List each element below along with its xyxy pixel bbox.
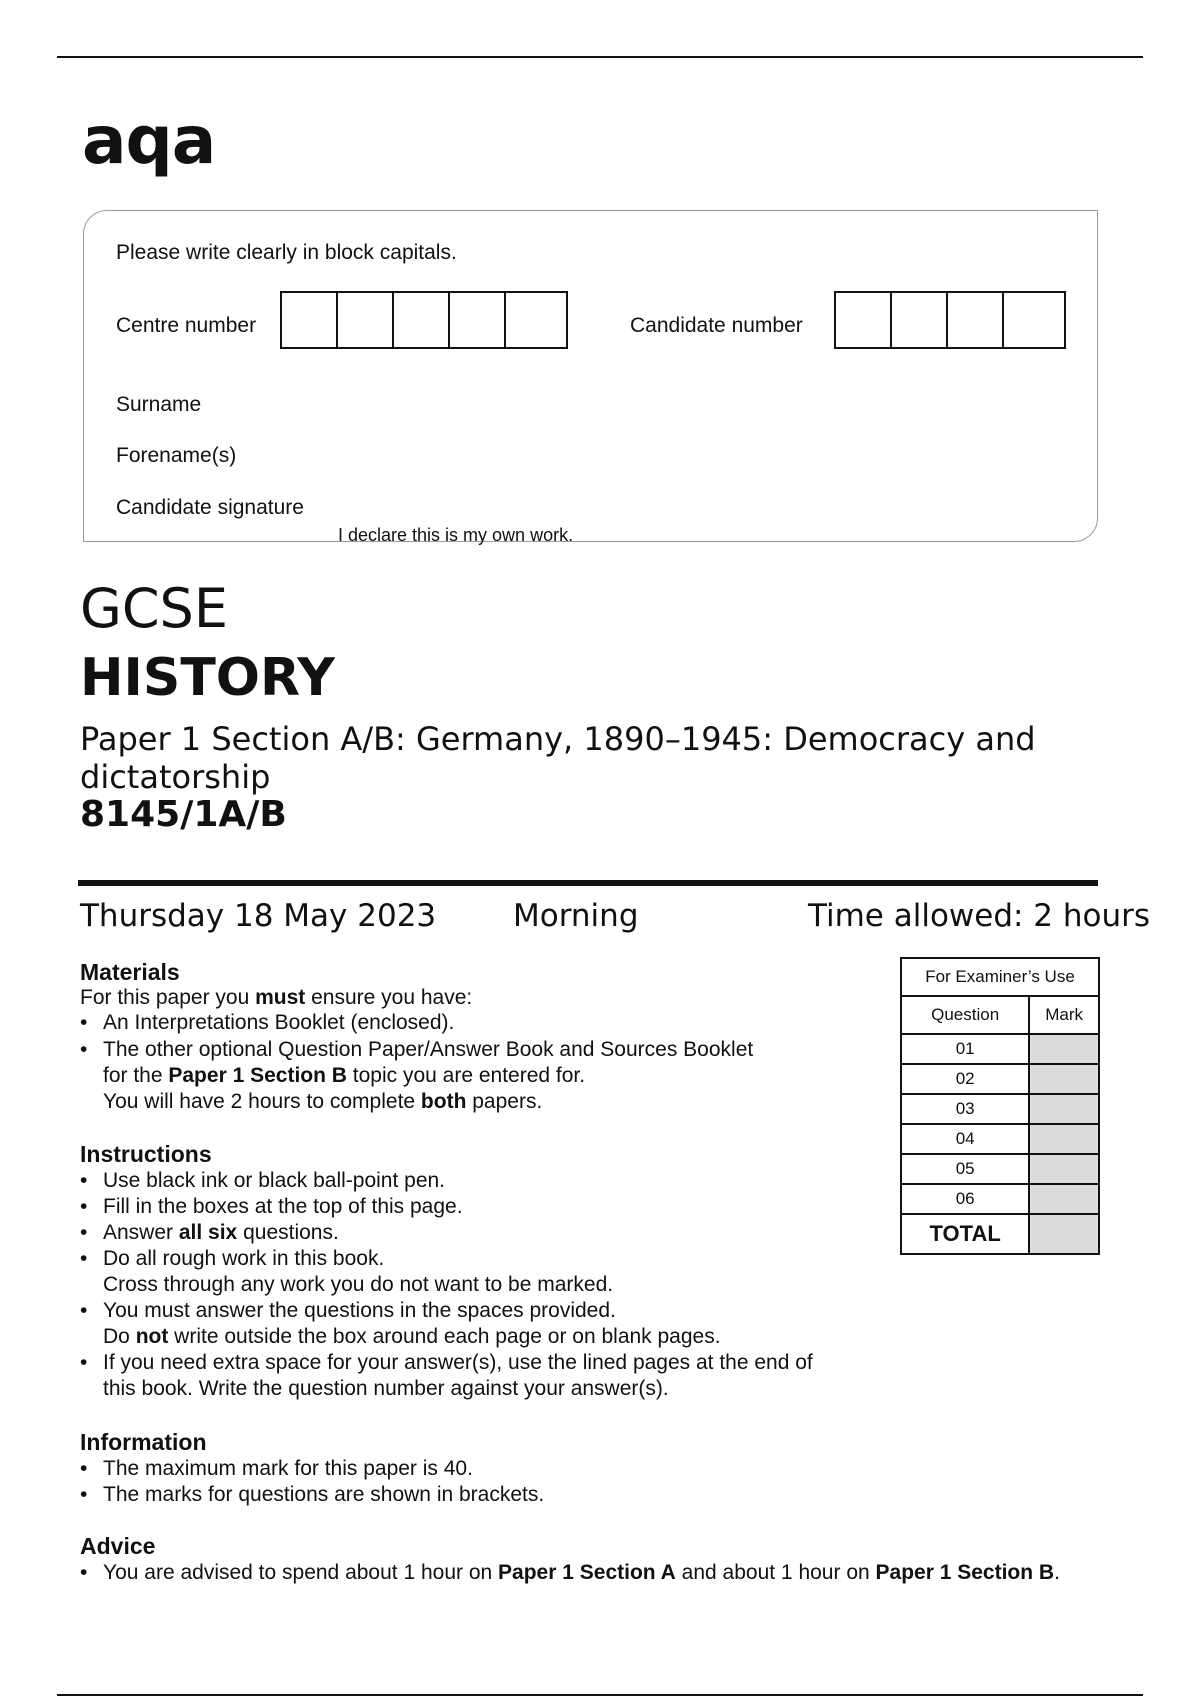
signature-label: Candidate signature [116, 496, 304, 519]
title-divider [78, 880, 1098, 886]
exam-date: Thursday 18 May 2023 [80, 898, 437, 934]
forenames-label: Forename(s) [116, 444, 237, 467]
list-item: • You must answer the questions in the spaces provided. Do not write outside the box around each page or on blank pages. [80, 1298, 813, 1350]
list-item: • Do all rough work in this book. Cross through any work you do not want to be marked. [80, 1246, 813, 1298]
mark-cell [1029, 1154, 1099, 1184]
list-item: • The other optional Question Paper/Answer Book and Sources Booklet for the Paper 1 Section B topic you are entered for. You will have 2 hours to complete both papers. [80, 1037, 753, 1115]
table-row [901, 1184, 1099, 1214]
total-label: TOTAL [901, 1214, 1029, 1254]
question-number: 06 [901, 1184, 1029, 1214]
mark-cell [1029, 1124, 1099, 1154]
question-number: 01 [901, 1034, 1029, 1064]
centre-number-boxes[interactable] [280, 291, 568, 349]
table-row [901, 1154, 1099, 1184]
materials-list [80, 1010, 753, 1115]
list-item: • The marks for questions are shown in brackets. [80, 1482, 544, 1508]
paper-code: 8145/1A/B [80, 794, 287, 835]
bottom-rule [57, 1694, 1143, 1696]
materials-intro: For this paper you must ensure you have: [80, 986, 473, 1009]
table-row [901, 1034, 1099, 1064]
question-number: 04 [901, 1124, 1029, 1154]
question-number: 05 [901, 1154, 1029, 1184]
list-item: • An Interpretations Booklet (enclosed). [80, 1010, 753, 1036]
list-item: • The maximum mark for this paper is 40. [80, 1456, 544, 1482]
mark-cell [1029, 1034, 1099, 1064]
top-rule [57, 56, 1143, 58]
surname-label: Surname [116, 393, 202, 416]
table-row [901, 1124, 1099, 1154]
candidate-number-digit[interactable] [1004, 293, 1060, 347]
candidate-number-digit[interactable] [948, 293, 1004, 347]
materials-heading: Materials [80, 959, 180, 985]
total-row [901, 1214, 1099, 1254]
question-column-header: Question [901, 996, 1029, 1034]
block-capitals-instruction: Please write clearly in block capitals. [116, 241, 457, 264]
information-heading: Information [80, 1429, 207, 1455]
candidate-number-digit[interactable] [836, 293, 892, 347]
instructions-list [80, 1168, 813, 1402]
list-item: • You are advised to spend about 1 hour on Paper 1 Section A and about 1 hour on Paper 1 Section B. [80, 1560, 1060, 1586]
table-row [901, 1094, 1099, 1124]
centre-number-label: Centre number [116, 314, 257, 337]
advice-list [80, 1560, 1060, 1586]
centre-number-digit[interactable] [506, 293, 562, 347]
question-number: 02 [901, 1064, 1029, 1094]
centre-number-digit[interactable] [450, 293, 506, 347]
declaration-text: I declare this is my own work. [338, 525, 574, 545]
examiner-use-table [900, 957, 1100, 1255]
mark-cell [1029, 1064, 1099, 1094]
question-number: 03 [901, 1094, 1029, 1124]
candidate-number-label: Candidate number [630, 314, 803, 337]
mark-cell [1029, 1184, 1099, 1214]
information-list [80, 1456, 544, 1508]
examiner-table-title: For Examiner’s Use [901, 958, 1099, 996]
centre-number-digit[interactable] [282, 293, 338, 347]
list-item: • Fill in the boxes at the top of this page. [80, 1194, 813, 1220]
paper-title: Paper 1 Section A/B: Germany, 1890–1945: Democracy and dictatorship [80, 720, 1036, 796]
advice-heading: Advice [80, 1533, 156, 1559]
instructions-heading: Instructions [80, 1141, 212, 1167]
qualification-title: GCSE [80, 577, 228, 640]
list-item: • Use black ink or black ball-point pen. [80, 1168, 813, 1194]
total-mark-cell [1029, 1214, 1099, 1254]
list-item: • If you need extra space for your answer(s), use the lined pages at the end of this book. Write the question number against your answer(s). [80, 1350, 813, 1402]
candidate-number-digit[interactable] [892, 293, 948, 347]
centre-number-digit[interactable] [338, 293, 394, 347]
list-item: • Answer all six questions. [80, 1220, 813, 1246]
mark-column-header: Mark [1029, 996, 1099, 1034]
exam-session: Morning [513, 898, 639, 934]
subject-title: HISTORY [80, 648, 335, 708]
mark-cell [1029, 1094, 1099, 1124]
candidate-number-boxes[interactable] [834, 291, 1066, 349]
aqa-logo: aqa [82, 102, 216, 179]
table-row [901, 1064, 1099, 1094]
time-allowed: Time allowed: 2 hours [808, 898, 1151, 934]
centre-number-digit[interactable] [394, 293, 450, 347]
